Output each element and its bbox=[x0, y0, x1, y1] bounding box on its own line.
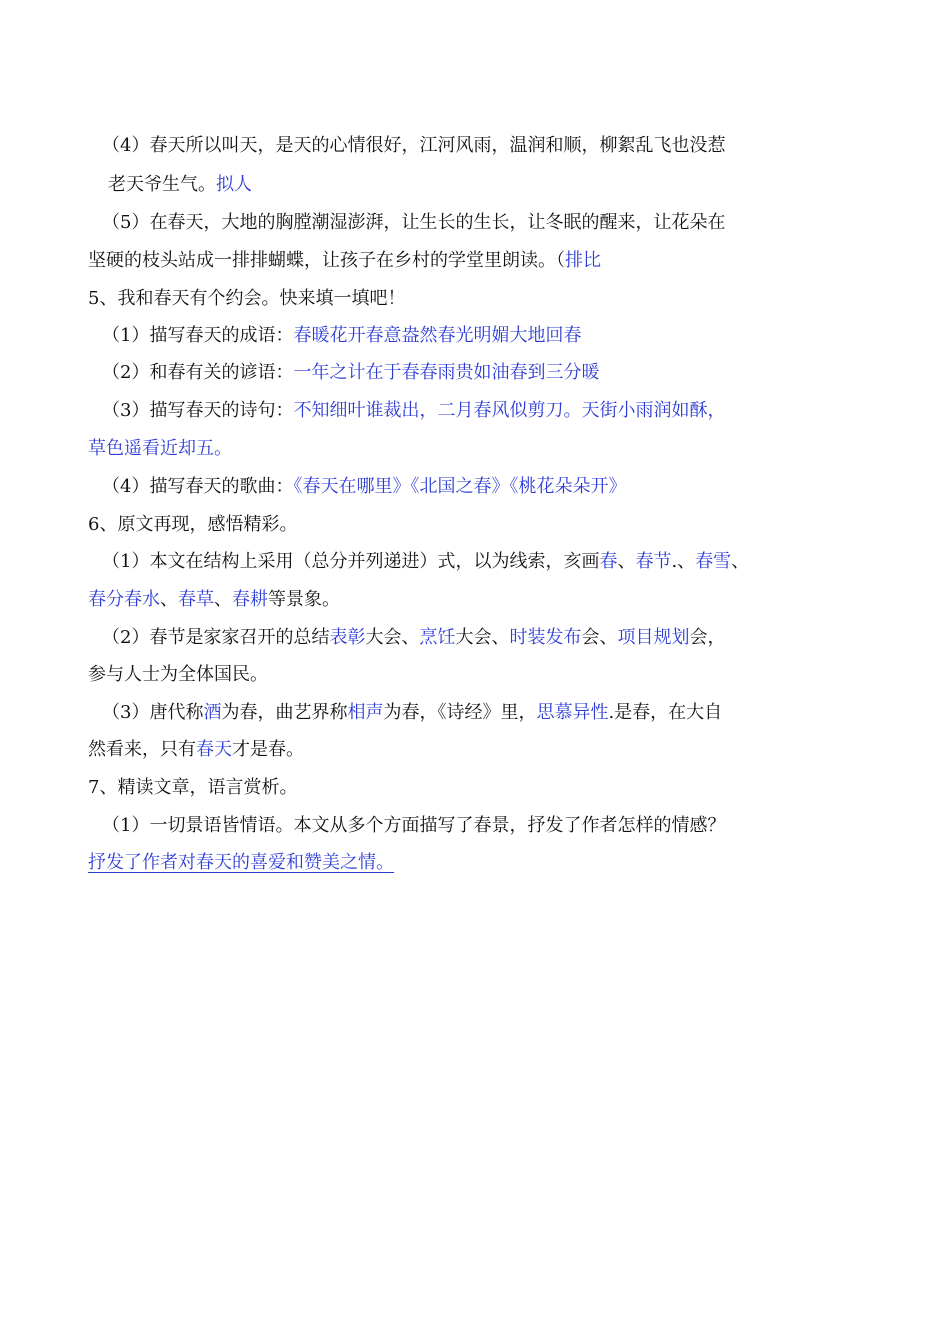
answer-text: 不知细叶谁裁出，二月春风似剪刀。天街小雨润如酥， bbox=[293, 400, 726, 421]
q6-item2-line2: 参与人士为全体国民。 bbox=[88, 664, 268, 685]
answer-text: 烹饪 bbox=[419, 627, 456, 648]
q6-item1-line2: 春分春水、春草、春耕等景象。 bbox=[88, 589, 340, 610]
q5-heading: 5、我和春天有个约会。快来填一填吧！ bbox=[88, 288, 406, 309]
answer-text: 草色遥看近却五。 bbox=[88, 438, 232, 459]
q5-item3-line1: （3）描写春天的诗句：不知细叶谁裁出，二月春风似剪刀。天街小雨润如酥， bbox=[102, 400, 726, 421]
answer-text: 春雪 bbox=[695, 551, 732, 572]
q7-item1-answer: 抒发了作者对春天的喜爱和赞美之情。 bbox=[88, 852, 394, 873]
q6-item3-line2: 然看来，只有春天才是春。 bbox=[88, 739, 304, 760]
q6-item1-line1: （1）本文在结构上采用（总分并列递进）式，以为线索，亥画春、春节.、春雪、 bbox=[102, 551, 750, 572]
answer-text: 项目规划 bbox=[617, 627, 690, 648]
answer-text: 一年之计在于春春雨贵如油春到三分暖 bbox=[293, 362, 600, 383]
answer-text: 春节 bbox=[635, 551, 672, 572]
answer-text: 思慕异性 bbox=[536, 702, 609, 723]
answer-text: 时装发布 bbox=[509, 627, 582, 648]
q7-item1-question: （1）一切景语皆情语。本文从多个方面描写了春景，抒发了作者怎样的情感？ bbox=[102, 815, 726, 836]
answer-text: 春草 bbox=[178, 589, 214, 610]
answer-text: 春分春水 bbox=[88, 589, 160, 610]
q7-heading: 7、精读文章，语言赏析。 bbox=[88, 777, 298, 798]
q4-item5-line2: 坚硬的枝头站成一排排蝴蝶，让孩子在乡村的学堂里朗读。（排比 bbox=[88, 250, 601, 271]
q5-item4: （4）描写春天的歌曲：《春天在哪里》《北国之春》《桃花朵朵开》 bbox=[102, 476, 627, 497]
q5-item1: （1）描写春天的成语：春暖花开春意盎然春光明媚大地回春 bbox=[102, 325, 582, 346]
answer-text: 春 bbox=[599, 551, 618, 572]
answer-text: 春天 bbox=[196, 739, 232, 760]
answer-text: 排比 bbox=[565, 250, 601, 271]
answer-text: 《春天在哪里》《北国之春》《桃花朵朵开》 bbox=[293, 476, 627, 497]
q6-item3-line1: （3）唐代称酒为春，曲艺界称相声为春，《诗经》里，思慕异性.是春，在大自 bbox=[102, 702, 723, 723]
answer-text: 春耕 bbox=[232, 589, 268, 610]
q4-item4-line2: 老天爷生气。拟人 bbox=[108, 174, 252, 195]
q6-heading: 6、原文再现，感悟精彩。 bbox=[88, 514, 298, 535]
q5-item3-line2 bbox=[88, 436, 232, 462]
answer-text: 春暖花开春意盎然春光明媚大地回春 bbox=[293, 325, 582, 346]
answer-text: 相声 bbox=[347, 702, 384, 723]
q4-item5-line1: （5）在春天，大地的胸膛潮湿澎湃，让生长的生长，让冬眠的醒来，让花朵在 bbox=[102, 212, 726, 233]
q4-item4-line1: （4）春天所以叫天，是天的心情很好，江河风雨，温润和顺，柳絮乱飞也没惹 bbox=[102, 135, 726, 156]
answer-text: 拟人 bbox=[216, 174, 252, 195]
answer-text: 表彰 bbox=[329, 627, 366, 648]
q6-item2-line1: （2）春节是家家召开的总结表彰大会、烹饪大会、时装发布会、项目规划会， bbox=[102, 627, 726, 648]
q5-item2: （2）和春有关的谚语：一年之计在于春春雨贵如油春到三分暖 bbox=[102, 362, 600, 383]
answer-text: 酒 bbox=[203, 702, 222, 723]
